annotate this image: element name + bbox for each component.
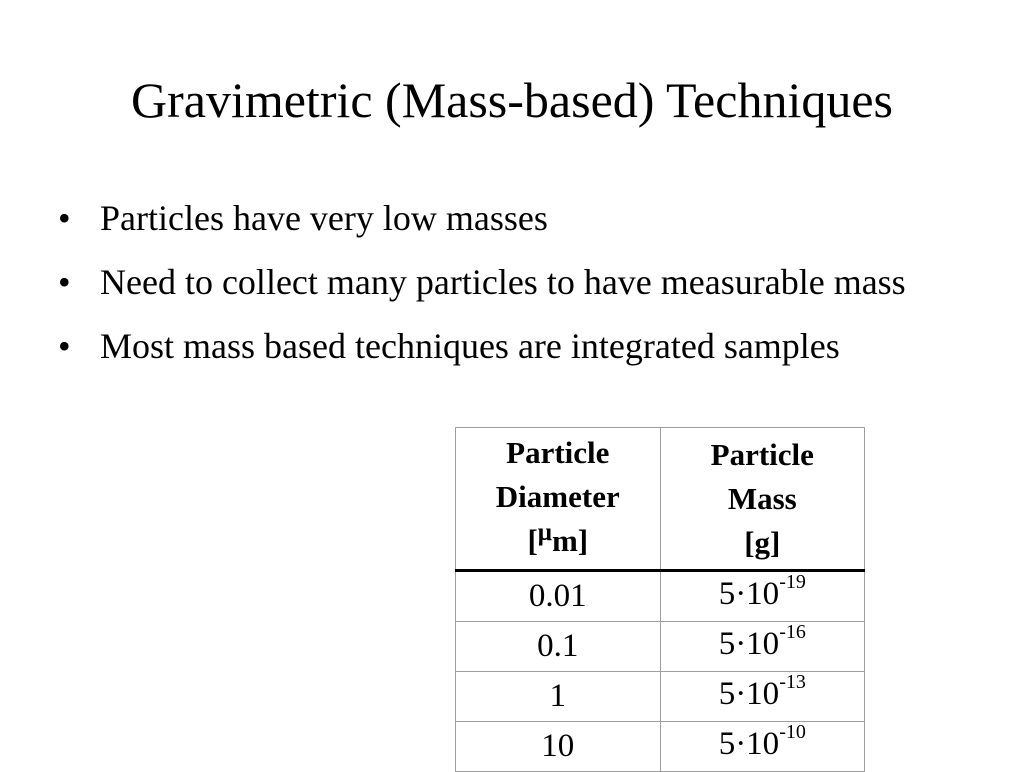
mass-cell [660, 672, 864, 722]
bullet-dot: • [58, 326, 71, 366]
diameter-cell: 0.1 [456, 622, 661, 672]
diameter-cell: 1 [456, 672, 661, 722]
mass-base: 5·10 [718, 726, 780, 762]
bullet-text: Most mass based techniques are integrated samples [100, 326, 840, 366]
table-row [456, 722, 865, 772]
particle-mass-table [455, 427, 865, 772]
bullet-text: Need to collect many particles to have measurable mass [100, 262, 906, 302]
mass-cell [660, 722, 864, 772]
bullet-item [58, 192, 918, 244]
bullet-item [58, 320, 918, 372]
diameter-cell: 0.01 [456, 571, 661, 622]
slide-title: Gravimetric (Mass-based) Techniques [131, 72, 893, 128]
mass-exponent: -19 [779, 571, 806, 593]
header-particle-mass [660, 428, 864, 571]
mass-base: 5·10 [718, 676, 780, 712]
header-text: Mass [727, 480, 797, 516]
bullet-dot: • [58, 262, 71, 302]
bullet-item [58, 256, 918, 308]
mass-base: 5·10 [718, 626, 780, 662]
table-header-row [456, 428, 865, 571]
header-particle-diameter [456, 428, 661, 571]
mass-exponent: -13 [779, 671, 806, 693]
diameter-cell: 10 [456, 722, 661, 772]
mu-symbol: μ [537, 519, 552, 546]
table-row [456, 672, 865, 722]
header-text: Particle [710, 436, 814, 472]
mass-exponent: -16 [779, 621, 806, 643]
header-unit-bracket: [ [527, 523, 538, 558]
bullet-dot: • [58, 198, 71, 238]
header-text: Diameter [495, 479, 620, 514]
bullet-list [58, 192, 918, 384]
header-unit: [g] [744, 524, 781, 560]
table-row [456, 622, 865, 672]
mass-base: 5·10 [718, 576, 780, 612]
header-unit: m] [551, 523, 589, 558]
table-row [456, 571, 865, 622]
header-text: Particle [506, 435, 610, 470]
mass-cell [660, 622, 864, 672]
bullet-text: Particles have very low masses [100, 198, 548, 238]
mass-exponent: -10 [779, 721, 806, 743]
mass-cell [660, 571, 864, 622]
